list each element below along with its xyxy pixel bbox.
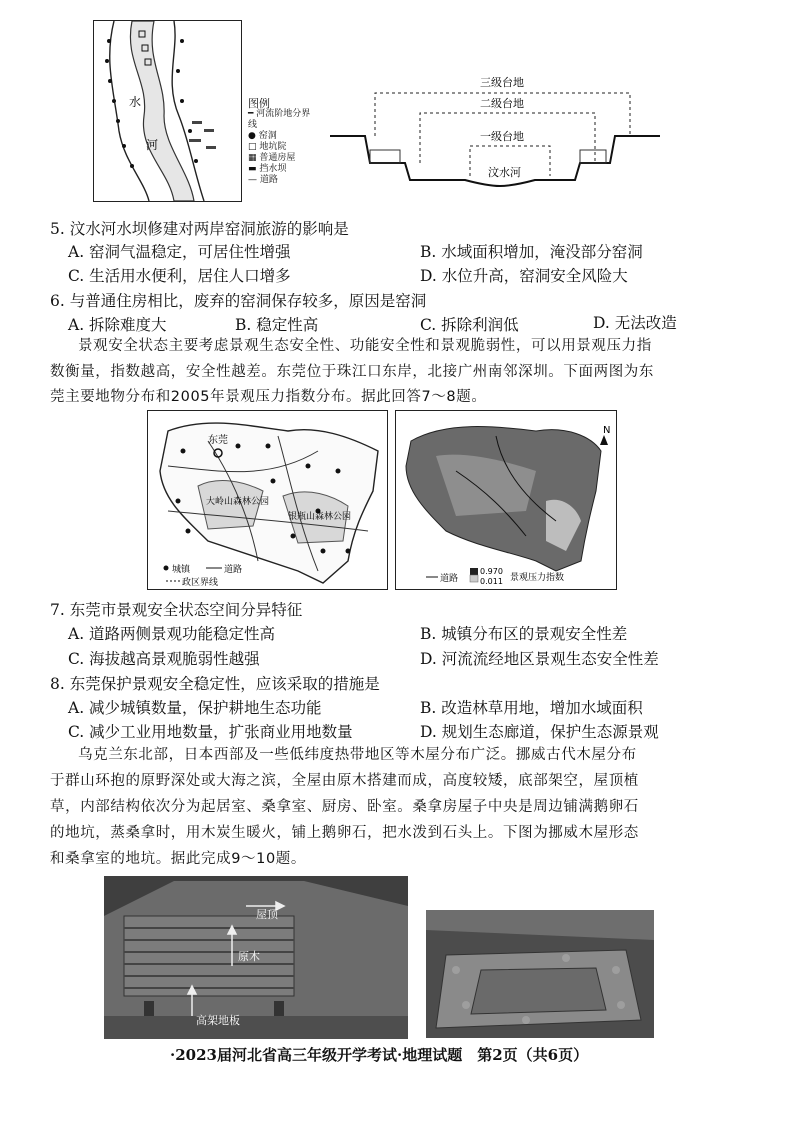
q7-option-b[interactable]: B. 城镇分布区的景观安全性差 bbox=[420, 625, 628, 643]
page-footer: ·2023届河北省高三年级开学考试·地理试题 第2页（共6页） bbox=[170, 1046, 589, 1064]
q6-option-b[interactable]: B. 稳定性高 bbox=[235, 316, 319, 334]
dongguan-label: 东莞 bbox=[208, 435, 228, 446]
legend-item: ━ 河流阶地分界线 bbox=[248, 109, 311, 130]
terrace-label-3: 三级台地 bbox=[480, 76, 524, 89]
passage-1-line: 数衡量，指数越高，安全性越差。东莞位于珠江口东岸，北接广州南邻深圳。下面两图为东 bbox=[50, 364, 654, 380]
passage-2-line: 于群山环抱的原野深处或大海之滨，全屋由原木搭建而成，高度较矮，底部架空，屋顶植 bbox=[50, 773, 639, 789]
q6-option-c[interactable]: C. 拆除利润低 bbox=[420, 316, 519, 334]
q5-option-b[interactable]: B. 水域面积增加，淹没部分窑洞 bbox=[420, 243, 643, 261]
q8-option-b[interactable]: B. 改造林草用地，增加水域面积 bbox=[420, 699, 643, 717]
sauna-pit-photo bbox=[426, 910, 654, 1038]
river-label: 汶水河 bbox=[488, 166, 521, 179]
terrace-profile-figure bbox=[330, 68, 660, 193]
passage-2-line: 乌克兰东北部，日本西部及一些低纬度热带地区等木屋分布广泛。挪威古代木屋分布 bbox=[78, 747, 637, 763]
passage-1-line: 景观安全状态主要考虑景观生态安全性、功能安全性和景观脆弱性，可以用景观压力指 bbox=[78, 338, 652, 354]
raised-floor-label: 高架地板 bbox=[196, 1014, 240, 1027]
landscape-pressure-drawing bbox=[396, 411, 616, 589]
log-cabin-photo bbox=[104, 876, 408, 1039]
question-6-stem: 6. 与普通住房相比，废弃的窑洞保存较多，原因是窑洞 bbox=[50, 292, 427, 310]
legend-item: ● 窑洞 bbox=[248, 131, 277, 141]
q8-option-a[interactable]: A. 减少城镇数量，保护耕地生态功能 bbox=[68, 699, 322, 717]
q6-option-a[interactable]: A. 拆除难度大 bbox=[68, 316, 167, 334]
q5-option-a[interactable]: A. 窑洞气温稳定，可居住性增强 bbox=[68, 243, 291, 261]
legend-boundary: 政区界线 bbox=[182, 578, 219, 588]
passage-1-line: 莞主要地物分布和2005年景观压力指数分布。据此回答7～8题。 bbox=[50, 389, 487, 405]
log-label: 原木 bbox=[238, 950, 260, 963]
river-map-figure bbox=[93, 20, 242, 202]
passage-2-line: 草，内部结构依次分为起居室、桑拿室、厨房、卧室。桑拿房屋子中央是周边铺满鹅卵石 bbox=[50, 799, 639, 815]
q7-option-c[interactable]: C. 海拔越高景观脆弱性越强 bbox=[68, 650, 260, 668]
dongguan-features-map bbox=[147, 410, 388, 590]
dongguan-features-drawing bbox=[148, 411, 387, 589]
park-label: 大岭山森林公园 bbox=[206, 497, 270, 507]
question-5-stem: 5. 汶水河水坝修建对两岸窑洞旅游的影响是 bbox=[50, 220, 349, 238]
terrace-label-1: 一级台地 bbox=[480, 130, 524, 143]
terrace-profile-drawing bbox=[330, 68, 660, 193]
legend-item: ▦ 普通房屋 bbox=[248, 153, 296, 163]
legend-item: □ 地坑院 bbox=[248, 142, 287, 152]
passage-2-line: 和桑拿室的地坑。据此完成9～10题。 bbox=[50, 851, 306, 867]
landscape-pressure-map bbox=[395, 410, 617, 590]
question-7-stem: 7. 东莞市景观安全状态空间分异特征 bbox=[50, 601, 303, 619]
q5-option-d[interactable]: D. 水位升高，窑洞安全风险大 bbox=[420, 267, 628, 285]
park-label: 银瓶山森林公园 bbox=[288, 512, 352, 522]
q5-option-c[interactable]: C. 生活用水便利，居住人口增多 bbox=[68, 267, 291, 285]
river-name-char: 水 bbox=[129, 95, 142, 109]
legend-title: 图例 bbox=[248, 97, 270, 110]
legend-item: — 道路 bbox=[248, 175, 278, 185]
legend-road: 道路 bbox=[440, 574, 459, 584]
sauna-pit-drawing bbox=[426, 910, 654, 1038]
map-legend bbox=[248, 98, 318, 186]
roof-label: 屋顶 bbox=[256, 908, 278, 921]
q7-option-d[interactable]: D. 河流流经地区景观生态安全性差 bbox=[420, 650, 659, 668]
scale-low: 0.011 bbox=[480, 577, 503, 586]
legend-road: 道路 bbox=[224, 565, 243, 575]
log-cabin-drawing bbox=[104, 876, 408, 1039]
q8-option-c[interactable]: C. 减少工业用地数量，扩张商业用地数量 bbox=[68, 723, 353, 741]
river-name-char: 河 bbox=[146, 138, 159, 152]
river-map-drawing bbox=[94, 21, 241, 201]
q8-option-d[interactable]: D. 规划生态廊道，保护生态源景观 bbox=[420, 723, 659, 741]
q7-option-a[interactable]: A. 道路两侧景观功能稳定性高 bbox=[68, 625, 276, 643]
north-arrow-icon bbox=[600, 435, 608, 445]
terrace-label-2: 二级台地 bbox=[480, 97, 524, 110]
scale-title: 景观压力指数 bbox=[510, 573, 565, 583]
north-label: N bbox=[603, 425, 611, 436]
legend-item: ▬ 挡水坝 bbox=[248, 164, 287, 174]
scale-high: 0.970 bbox=[480, 567, 503, 576]
q6-option-d[interactable]: D. 无法改造 bbox=[593, 314, 677, 332]
passage-2-line: 的地坑，蒸桑拿时，用木炭生暖火，铺上鹅卵石，把水泼到石头上。下图为挪威木屋形态 bbox=[50, 825, 639, 841]
legend-town: 城镇 bbox=[172, 565, 191, 575]
question-8-stem: 8. 东莞保护景观安全稳定性，应该采取的措施是 bbox=[50, 675, 380, 693]
